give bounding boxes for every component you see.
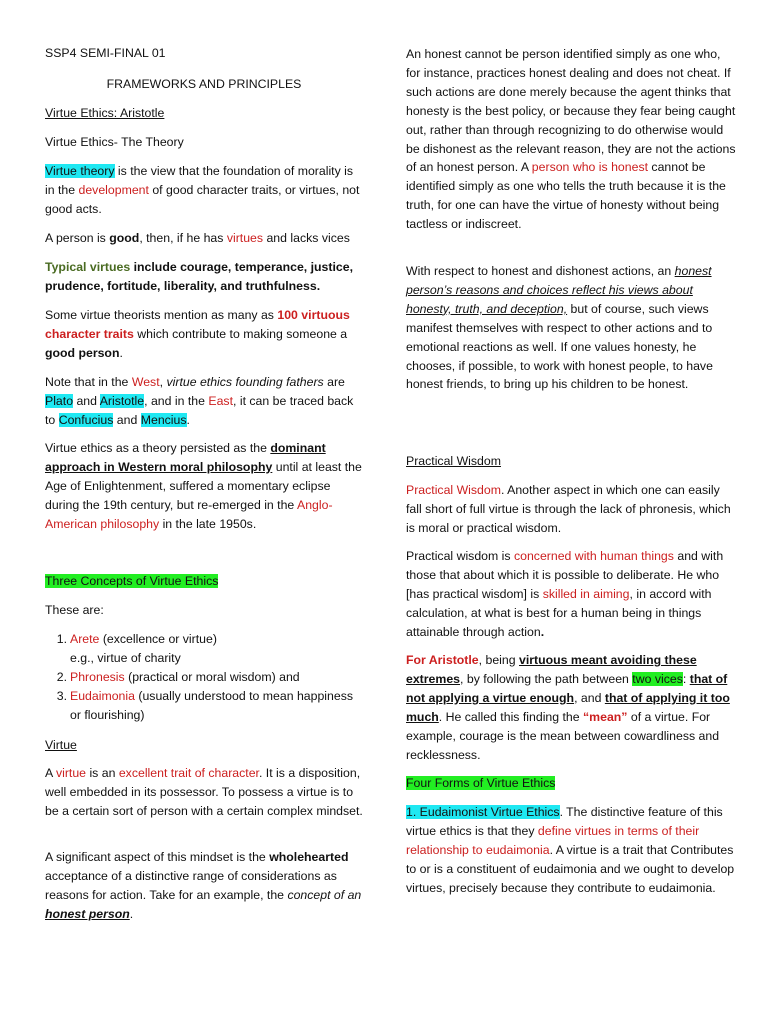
list-item: 2. Phronesis (practical or moral wisdom) and: [56, 669, 300, 684]
highlight-mencius: Mencius: [140, 412, 187, 427]
paragraph-mean: For Aristotle, being virtuous meant avoiding these extremes, by following the path between two vices: that of not applying a virtue enough, and that of applying it too much. He called this finding the “mean” of a virtue. For example, courage is the mean between cowardliness and recklessness.: [406, 653, 730, 762]
paragraph-virtue-theory: Virtue theory is the view that the foundation of morality is in the development of good character traits, or virtues, not good acts.: [45, 164, 360, 216]
highlight-virtue-theory: Virtue theory: [45, 164, 115, 178]
document-title: FRAMEWORKS AND PRINCIPLES: [106, 77, 302, 91]
paragraph-mindset: A significant aspect of this mindset is the wholehearted acceptance of a distinctive range of considerations as reasons for action. Take for an example, the concept of an honest person.: [45, 850, 362, 921]
paragraph-practical-wisdom: Practical Wisdom. Another aspect in which one can easily fall short of full virtue is through the lack of phronesis, which is moral or practical wisdom.: [406, 483, 731, 535]
paragraph-founding-fathers: Note that in the West, virtue ethics founding fathers are Plato and Aristotle, and in the East, it can be traced back to Confucius and Mencius.: [45, 375, 354, 427]
paragraph-typical-virtues: Typical virtues include courage, temperance, justice, prudence, fortitude, liberality, and truthfulness.: [45, 260, 353, 293]
list-item: 1. Arete (excellence or virtue) e.g., virtue of charity: [56, 632, 217, 665]
paragraph-human-things: Practical wisdom is concerned with human things and with those that about which it is possible to deliberate. He who [has practical wisdom] is skilled in aiming, in accord with calculation, at what is best for a human being in things attainable through action.: [406, 549, 724, 639]
section-heading-aristotle: Virtue Ethics: Aristotle: [45, 106, 165, 120]
paragraph-good-person: A person is good, then, if he has virtues and lacks vices: [45, 231, 350, 245]
highlight-confucius: Confucius: [58, 412, 114, 427]
document-code: SSP4 SEMI-FINAL 01: [45, 46, 166, 60]
concepts-list: [45, 630, 363, 725]
virtue-heading: Virtue: [45, 738, 77, 752]
practical-wisdom-heading: Practical Wisdom: [406, 454, 501, 468]
forms-heading: Four Forms of Virtue Ethics: [406, 776, 556, 790]
subheading-theory: Virtue Ethics- The Theory: [45, 135, 184, 149]
paragraph-100-traits: Some virtue theorists mention as many as 100 virtuous character traits which contribute to making someone a good person.: [45, 308, 350, 360]
highlight-two-vices: two vices: [632, 671, 683, 686]
highlight-eudaimonist: 1. Eudaimonist Virtue Ethics: [406, 805, 560, 819]
paragraph-eudaimonist: 1. Eudaimonist Virtue Ethics. The distinctive feature of this virtue ethics is that they define virtues in terms of their relationship to eudaimonia. A virtue is a trait that Contributes to or is a constituent of eudaimonia and we ought to develop virtues, precisely because they contribute to eudaimonia.: [406, 805, 735, 895]
these-are-label: These are:: [45, 603, 104, 617]
paragraph-virtue-definition: A virtue is an excellent trait of character. It is a disposition, well embedded in its possessor. To possess a virtue is to be a certain sort of person with a certain complex mindset.: [45, 766, 363, 818]
highlight-plato: Plato: [45, 393, 74, 408]
list-item: 3. Eudaimonia (usually understood to mean happiness or flourishing): [56, 688, 354, 722]
highlight-aristotle: Aristotle: [99, 393, 145, 408]
paragraph-honest-person: An honest cannot be person identified simply as one who, for instance, practices honest dealing and does not cheat. If such actions are done merely because the agent thinks that honesty is the best policy, or because they fear being caught out, rather than through recognizing to do otherwise would be dishonest as the relevant reason, they are not the actions of an honest person. A person who is honest cannot be identified simply as one who tells the truth because it is the truth, for one can have the virtue of honesty without being tactless or indiscreet.: [406, 47, 736, 232]
paragraph-honest-actions: With respect to honest and dishonest actions, an honest person’s reasons and choices reflect his views about honesty, truth, and deception, but of course, such views manifest themselves with respect to other actions and to emotional reactions as well. If one values honesty, he chooses, if possible, to work with honest people, to have honest friends, to bring up his children to be honest.: [406, 264, 713, 392]
concepts-heading: Three Concepts of Virtue Ethics: [45, 574, 219, 588]
paragraph-history: Virtue ethics as a theory persisted as the dominant approach in Western moral philosophy until at least the Age of Enlightenment, suffered a momentary eclipse during the 19th century, but re-emerged in the Anglo-American philosophy in the late 1950s.: [45, 441, 362, 531]
